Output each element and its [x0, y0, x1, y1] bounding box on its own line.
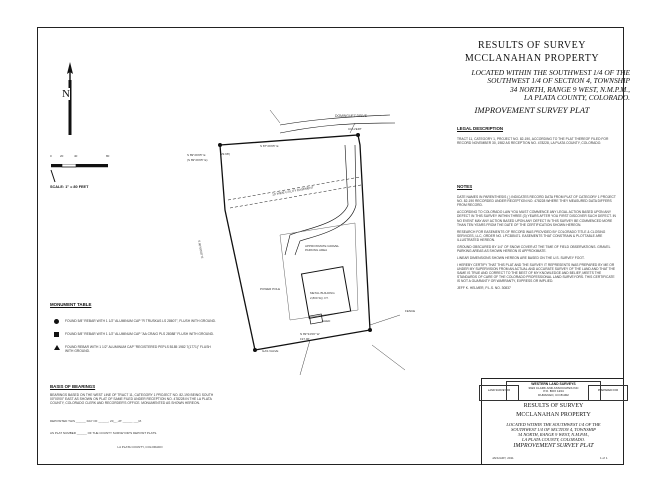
monument-symbol-icon	[54, 332, 59, 337]
monument-marker	[253, 348, 257, 352]
plat-type: IMPROVEMENT SURVEY PLAT	[474, 105, 590, 115]
title-block	[481, 378, 624, 465]
title-block-plat-type: IMPROVEMENT SURVEY PLAT	[513, 443, 594, 449]
legal-description	[457, 126, 617, 145]
location-line: LA PLATA COUNTY, COLORADO.	[522, 437, 585, 442]
bottom-distance-label: 197.96'	[300, 337, 310, 341]
road-label: DOMINGUEZ DRIVE	[335, 114, 368, 118]
building-area-label: 2,800 SQ. FT.	[310, 296, 329, 300]
note-item: I HEREBY CERTIFY THAT THIS PLAT AND THE SURVEY IT REPRESENTS WAS PREPARED BY ME OR UNDER MY SUPERVISION FROM AN ACTUAL AND ACCURATE SURVEY OF THE LAND AND THAT THE SAME IS TRUE AND CORRECT TO THE BEST OF MY KNOWLEDGE AND BELIEF, MEETS THE STANDARDS OF CARE OF THE COLORADO PROFESSIONAL LAND SURVEYORS. THIS CERTIFICATE IS NOT A GUARANTY OR WARRANTY, EXPRESS OR IMPLIED.	[457, 262, 616, 284]
gravel-parking-outline	[280, 223, 358, 320]
leader-line	[372, 345, 405, 370]
title-block-location	[482, 422, 625, 442]
location-line: SOUTHWEST 1/4 OF SECTION 4, TOWNSHIP	[511, 427, 596, 432]
notes-heading: NOTES	[457, 184, 473, 189]
surveyor-signature-line: JEFF K. HELMER, P.L.S. NO. 30837	[457, 286, 511, 291]
monument-row	[50, 332, 220, 337]
lot-line-label: S 00°00'00" E	[197, 239, 205, 259]
parking-label: APPROXIMATE GRAVEL PARKING AREA	[305, 244, 340, 252]
location-line: 34 NORTH, RANGE 9 WEST, N.M.P.M.,	[517, 432, 590, 437]
leader-line	[270, 110, 280, 123]
legal-description-heading: LEGAL DESCRIPTION	[457, 126, 504, 131]
note-item: GROUND OBSCURED BY 1/4" OF SNOW COVER AT THE TIME OF FIELD OBSERVATIONS. GRAVEL PARKING AREAS AS SHOWN HEREON IS APPROXIMATE.	[457, 244, 611, 254]
monument-table-heading: MONUMENT TABLE	[50, 302, 92, 307]
deposited-line: DEPOSITED THIS ______ DAY OF ______, 20__, AT ______ ___M.	[50, 419, 142, 423]
location-line: SOUTHWEST 1/4 OF SECTION 4, TOWNSHIP	[487, 76, 630, 86]
bearing-record-label: (S 89°29'05" E)	[187, 158, 208, 162]
note-item: ACCORDING TO COLORADO LAW YOU MUST COMMENCE ANY LEGAL ACTION BASED UPON ANY DEFECT IN THIS SURVEY WITHIN THREE (3) YEARS AFTER YOU FIRST DISCOVER SUCH DEFECT. IN NO EVENT MAY ANY ACTION BASED UPON ANY DEFECT IN THIS SURVEY BE COMMENCED MORE THAN TEN YEARS FROM THE DATE OF THE CERTIFICATION SHOWN HEREON.	[457, 210, 616, 227]
monument-row-text: FOUND 5/8" REBAR WITH 1 1/2" ALUMINUM CAP "AA CRAIG PLS 28088" FLUSH WITH GROUND.	[65, 332, 214, 336]
property-boundary	[220, 135, 370, 350]
company-name: WESTERN LAND SURVEYS	[531, 382, 576, 386]
survey-title: RESULTS OF SURVEY	[478, 40, 586, 51]
title-block-survey-title: RESULTS OF SURVEY	[523, 403, 584, 409]
scale-tick: 40	[74, 154, 78, 158]
plat-number-line: AS PLAT NUMBER ______ OF THE COUNTY SURVEYOR'S DEPOSIT PLATS.	[50, 431, 158, 435]
bearing-label: S 89°29'05" E	[187, 153, 206, 157]
note-item: LINEAR DIMENSIONS SHOWN HEREON ARE BASED ON THE U.S. SURVEY FOOT.	[457, 255, 585, 260]
location-line: 34 NORTH, RANGE 9 WEST, N.M.P.M.,	[509, 84, 630, 94]
monument-marker	[368, 328, 372, 332]
sheet-number: 1 of 1	[600, 456, 608, 460]
property-name: MCCLANAHAN PROPERTY	[464, 53, 600, 64]
easement-label: 10' WIDE UTILITY EASEMENT	[271, 185, 314, 197]
note-item: RESEARCH FOR EASEMENTS OF RECORD WAS PROVIDED BY COLORADO TITLE & CLOSING SERVICES, LLC, ORDER NO. LPC385471. EASEMENTS THAT CONSTRAIN & PLOTTABLE ARE ILLUSTRATED HEREON.	[457, 229, 606, 243]
scale-tick: 0	[50, 154, 52, 158]
culvert-label: CULVERT	[348, 127, 362, 131]
distance-label: (29.98')	[220, 152, 231, 156]
surveyor-stamp-box: LAND SURVEYOR	[479, 385, 519, 401]
basis-of-bearings-heading: BASIS OF BEARINGS	[50, 384, 96, 389]
scale-label: SCALE: 1" = 80 FEET	[50, 185, 89, 189]
monument-row	[50, 345, 220, 353]
note-item: DATE NAMES IN PARENTHESIS ( ) INDICATES RECORD DATA FROM PLAT OF CATEGORY 1 PROJECT NO. 82-190 RECORDED UNDER RECEPTION NO. 478228 WHERE THEY MEASURED DATA DIFFERS FROM RECORD.	[457, 195, 616, 208]
fence-label: FENCE	[405, 309, 416, 313]
monument-symbol-icon	[54, 319, 59, 324]
north-arrow-icon	[55, 60, 85, 140]
scale-tick: 80	[106, 154, 110, 158]
location-description	[418, 69, 630, 103]
monument-row-text: FOUND REBAR WITH 1 1/2" ALUMINUM CAP "REGISTERED PEPLS B185 1982 7(1771)" FLUSH WITH GROUND.	[65, 345, 211, 354]
location-line: LA PLATA COUNTY, COLORADO.	[523, 93, 630, 103]
building-label: METAL BUILDING	[310, 291, 335, 295]
road-edge	[280, 123, 395, 133]
plat-date: JANUARY, 2011	[492, 456, 514, 460]
leader-line	[370, 315, 400, 325]
monument-marker	[356, 133, 360, 137]
legal-description-text: TRACT 11, CATEGORY 1, PROJECT NO. 82-190, ACCORDING TO THE PLAT THEREOF FILED FOR RECORD NOVEMBER 30, 1982 AS RECEPTION NO. 478228, LA PLATA COUNTY, COLORADO.	[457, 137, 609, 146]
notes-section	[457, 184, 617, 293]
monument-marker	[218, 143, 222, 147]
company-line: 3924 CLARK AND ASSOCIATES INC	[528, 385, 579, 390]
driveway	[295, 145, 356, 255]
gas-valve-label: GAS VALVE	[262, 349, 279, 353]
north-letter: N	[62, 88, 70, 100]
basis-of-bearings	[50, 384, 220, 406]
company-line: DURANGO, CO 81302	[538, 392, 569, 397]
title-block-property-name: MCCLANAHAN PROPERTY	[516, 412, 591, 418]
prepared-for-box: PREPARED FOR	[588, 385, 628, 401]
north-arrow	[55, 60, 85, 140]
company-line: P.O. BOX 1234	[543, 389, 564, 394]
bearing-label: S 87°29'05" E	[260, 144, 279, 148]
county-line: LA PLATA COUNTY, COLORADO	[117, 445, 163, 449]
bottom-bearing-label: N 89°34'09" W	[300, 332, 320, 336]
scale-graphic	[50, 164, 120, 186]
shed-label: SHED	[322, 319, 331, 323]
location-line: LOCATED WITHIN THE SOUTHWEST 1/4 OF THE	[506, 422, 601, 427]
basis-of-bearings-text: BEARINGS BASED ON THE WEST LINE OF TRACT 11, CATEGORY 1 PROJECT NO. 82-190 BEING SOUTH 00°00'00" EAST AS SHOWN ON PLAT OF SAME FILED UNDER RECEPTION NO. 478228 IN THE LA PLATA COUNTY, COLORADO CLERK AND RECORDER'S OFFICE. MONUMENTED AS SHOWN HEREON.	[50, 393, 214, 406]
monument-symbol-icon	[54, 345, 60, 350]
power-pole-label: POWER POLE	[260, 287, 281, 291]
monument-row	[50, 319, 220, 324]
scale-tick: 20	[60, 154, 64, 158]
monument-table	[50, 302, 220, 353]
company-block	[506, 381, 601, 401]
scale-bar	[50, 155, 120, 191]
driveway	[285, 145, 348, 255]
location-line: LOCATED WITHIN THE SOUTHWEST 1/4 OF THE	[471, 68, 630, 77]
monument-row-text: FOUND 5/8" REBAR WITH 1 1/2" ALUMINUM CAP "R TRUSKAS LS 28607", FLUSH WITH GROUND.	[65, 319, 216, 323]
